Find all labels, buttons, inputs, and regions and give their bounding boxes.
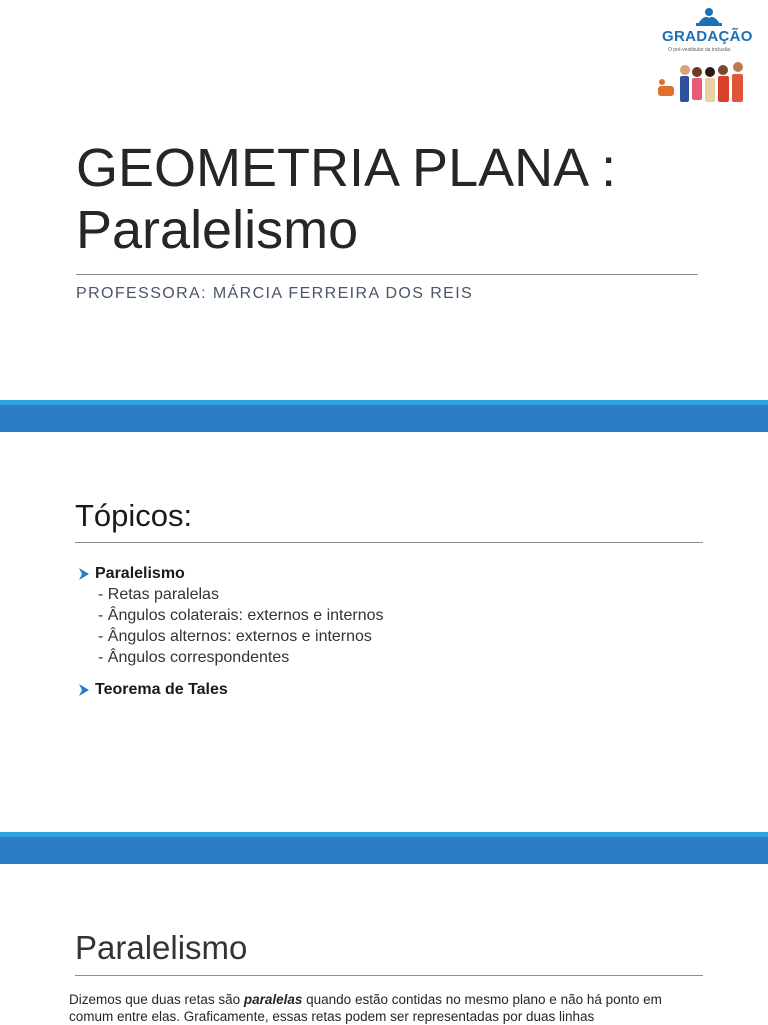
logo-tagline: O pré-vestibular da inclusão. <box>668 47 732 53</box>
logo-name: GRADAÇÃO <box>662 28 753 45</box>
slide-title <box>76 137 616 261</box>
gradacao-logo <box>652 4 760 108</box>
subtopic-item: - Retas paralelas <box>98 586 219 603</box>
subtopic-item: - Ângulos colaterais: externos e internos <box>98 607 384 624</box>
slide-title: Paralelismo <box>75 929 248 966</box>
body-paragraph <box>69 991 699 1025</box>
subtopic-item: - Ângulos correspondentes <box>98 649 290 666</box>
slide-separator <box>0 400 768 432</box>
content-slide <box>0 864 768 1024</box>
title-divider <box>75 975 703 976</box>
slide-separator <box>0 832 768 864</box>
body-text-emphasis: paralelas <box>243 992 303 1007</box>
title-divider <box>75 542 703 543</box>
arrow-bullet-icon <box>77 683 91 697</box>
title-line-1: GEOMETRIA PLANA : <box>76 138 617 198</box>
subtopic-item: - Ângulos alternos: externos e internos <box>98 628 372 645</box>
title-line-2: Paralelismo <box>76 200 359 260</box>
topics-slide <box>0 432 768 832</box>
title-slide <box>0 0 768 400</box>
logo-graphic <box>652 4 760 108</box>
body-text-end: quando estão contidas no mesmo plano e não há ponto em comum entre elas. Graficamente, essas retas podem ser representadas por duas linhas <box>69 992 662 1024</box>
arrow-bullet-icon <box>77 567 91 581</box>
body-text-start: Dizemos que duas retas são <box>69 992 244 1007</box>
topic-label: Teorema de Tales <box>95 681 228 698</box>
title-divider <box>76 274 698 275</box>
topic-item <box>77 681 228 699</box>
slide-subtitle: PROFESSORA: MÁRCIA FERREIRA DOS REIS <box>76 285 474 302</box>
slide-title: Tópicos: <box>75 498 193 533</box>
topic-label: Paralelismo <box>95 565 185 582</box>
topic-item <box>77 565 185 583</box>
